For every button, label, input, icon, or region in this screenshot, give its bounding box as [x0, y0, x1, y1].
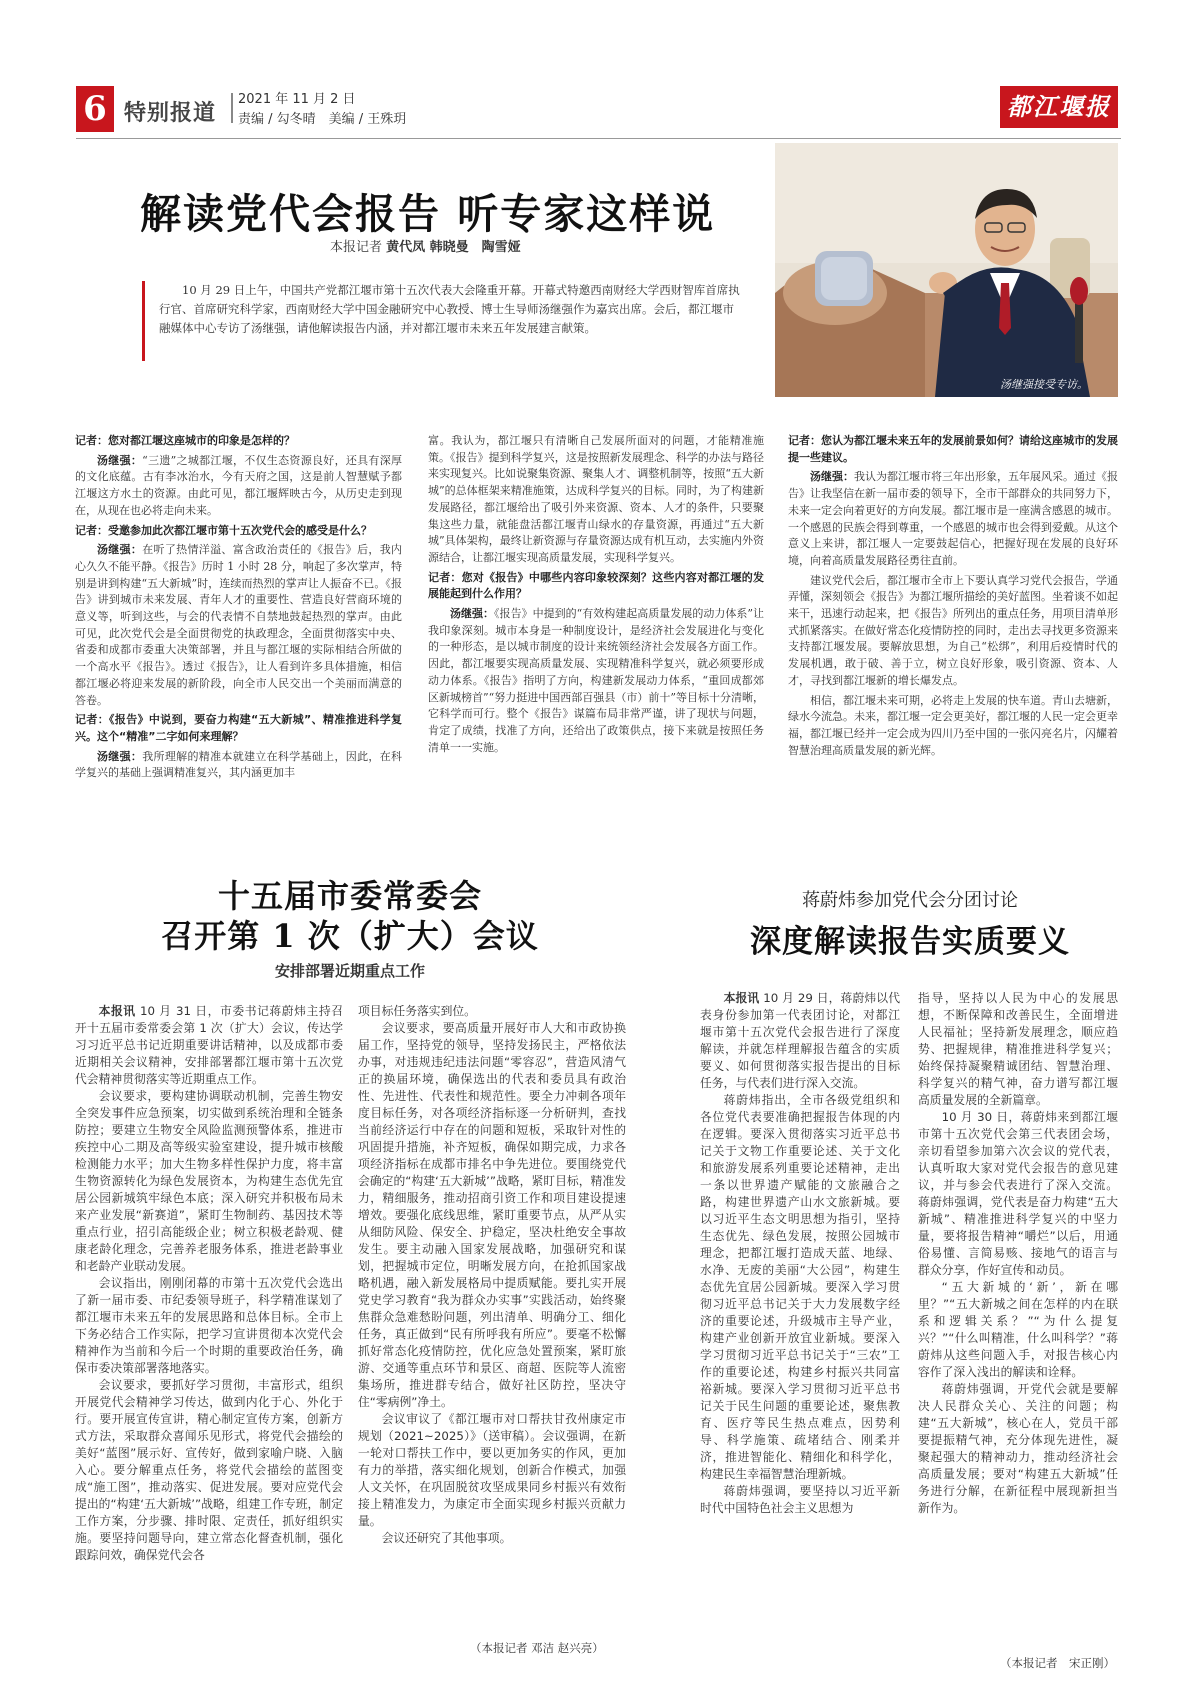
paragraph: 本报讯 10 月 31 日，市委书记蒋蔚炜主持召开十五届市委常委会第 1 次（扩大）会议，传达学习习近平总书记近期重要讲话精神，以及成都市委近期相关会议精神，安排部署都江堰市第十五次党代会精神贯彻落实等近期重点工作。: [75, 1004, 343, 1086]
feature-column-3: [788, 433, 1118, 823]
article2-signoff: （本报记者 邓洁 赵兴亮）: [470, 1641, 604, 1655]
answer: 汤继强：我认为都江堰市将三年出形象，五年展风采。通过《报告》让我坚信在新一届市委的领导下，全市干部群众的共同努力下，未来一定会向着更好的方向发展。都江堰市是一座满含感恩的城市。一个感恩的民族会得到尊重，一个感恩的城市也会得到爱戴。从这个意义上来讲，都江堰人一定要鼓起信心，把握好现在发展的良好环境，向着高质量发展路径勇往直前。: [788, 470, 1118, 567]
paragraph: 会议要求，要高质量开展好市人大和市政协换届工作，坚持党的领导，坚持发扬民主，严格依法办事，对违规违纪违法问题“零容忍”，营造风清气正的换届环境，确保选出的代表和委员具有政治性、先进性、代表性和规范性。要全力冲刺各项年度目标任务，对各项经济指标逐一分析研判，查找当前经济运行中存在的问题和短板，采取针对性的巩固提升措施，补齐短板，确保如期完成，力求各项经济指标在成都市排名中争先进位。要围绕党代会确定的“构建‘五大新城’”战略，紧盯目标，精准发力，精细服务，推动招商引资工作和项目建设提速增效。要强化底线思维，紧盯重要节点，从严从实从细防风险、保安全、护稳定，坚决杜绝安全事故发生。要主动融入国家发展战略，加强研究和谋划，把握城市定位，明晰发展方向，在抢抓国家战略机遇，融入新发展格局中提质赋能。要扎实开展党史学习教育“我为群众办实事”实践活动，始终聚焦群众急难愁盼问题，列出清单、明确分工、细化任务，真正做到“民有所呼我有所应”。要毫不松懈抓好常态化疫情防控，优化应急处置预案，紧盯旅游、交通等重点环节和景区、商超、医院等人流密集场所，推进群专结合，做好社区防控，坚决守住“零病例”净土。: [358, 1021, 626, 1409]
paragraph: 会议要求，要构建协调联动机制，完善生物安全突发事件应急预案，切实做到系统治理和全链条防控；要建立生物安全风险监测预警体系，推进市疾控中心二期及高等级实验室建设，提升城市核酸检测能力水平；加大生物多样性保护力度，将丰富生物资源转化为绿色发展资本，为构建生态优先宜居公园新城筑牢绿色本底；深入研究并积极布局未来产业发展“新赛道”，紧盯生物制药、基因技术等重点行业，招引高能级企业；树立积极老龄观、健康老龄化理念，完善养老服务体系，推进老龄事业和老龄产业联动发展。: [75, 1089, 343, 1273]
paragraph: 会议审议了《都江堰市对口帮扶甘孜州康定市规划（2021~2025）》（送审稿）。会议强调，在新一轮对口帮扶工作中，要以更加务实的作风，更加有力的举措，落实细化规划，创新合作模式，加强人文关怀，在巩固脱贫攻坚成果同乡村振兴有效衔接上精准发力，为康定市全面实现乡村振兴贡献力量。: [358, 1412, 626, 1528]
article3-headline: 深度解读报告实质要义: [750, 924, 1070, 960]
answer: 汤继强：我所理解的精准本就建立在科学基础上，因此，在科学复兴的基础上强调精准复兴，其内涵更加丰: [75, 749, 402, 780]
feature-headline: 解读党代会报告 听专家这样说: [140, 190, 716, 238]
editors-credit: 责编 / 勾冬晴 美编 / 王殊玥: [238, 112, 407, 127]
interview-photo: [775, 143, 1118, 397]
interview-photo-illustration: [775, 143, 1118, 397]
article3-kicker: 蒋蔚炜参加党代会分团讨论: [802, 890, 1018, 911]
article3-column-1: [700, 990, 900, 1670]
paragraph: 富。我认为，都江堰只有清晰自己发展所面对的问题，才能精准施策。《报告》提到科学复兴，这是按照新发展理念、科学的办法与路径来实现复兴。比如说聚集资源、聚集人才、调整机制等，按照“五大新城”的总体框架来精准施策，达成科学复兴的目标。同时，为了构建新发展路径，都江堰给出了吸引外来资源、资本、人才的条件，只要聚集这些力量，就能盘活都江堰青山绿水的存量资源，再通过“五大新城”具体架构，最终让新资源与存量资源达成有机互动，去实施内外资源结合，让都江堰实现高质量发展，实现科学复兴。: [428, 434, 764, 564]
header-rule: [76, 138, 1121, 139]
answer: 汤继强：在听了热情洋溢、富含政治责任的《报告》后，我内心久久不能平静。《报告》历时 1 小时 28 分，响起了多次掌声，特别是讲到构建“五大新城”时，连续而热烈的掌声让人振奋不已。《报告》讲到城市未来发展、青年人才的重要性、营造良好营商环境的意义等，听到这些，与会的代表情不自禁地鼓起热烈的掌声。由此可见，此次党代会是全面贯彻党的执政理念，全面贯彻落实中央、省委和成都市委重大决策部署，并且与都江堰的实际相结合所做的一个高水平《报告》。透过《报告》，让人看到许多具体措施，相信都江堰必将迎来发展的新阶段，向全市人民交出一个美丽而满意的答卷。: [75, 543, 402, 707]
page-number: 6: [76, 86, 114, 132]
paragraph: 建议党代会后，都江堰市全市上下要认真学习党代会报告，学通弄懂，深刻领会《报告》为都江堰所描绘的美好蓝图。坐着谈不如起来干，迅速行动起来，把《报告》所列出的重点任务，用项目清单形式抓紧落实。在做好常态化疫情防控的同时，走出去寻找更多资源来支持都江堰发展。要解放思想，为自己“松绑”，利用后疫情时代的发展机遇，敢于破、善于立，树立良好形象，吸引资源、资本、人才，寻找到都江堰新的增长爆发点。: [788, 573, 1118, 687]
article2-column-2: [358, 1003, 626, 1623]
paragraph: 项目标任务落实到位。: [358, 1004, 476, 1018]
article2-subheadline: 安排部署近期重点工作: [274, 962, 425, 980]
question: 记者：受邀参加此次都江堰市第十五次党代会的感受是什么？: [75, 523, 372, 537]
question: 记者：《报告》中说到，要奋力构建“五大新城”、精准推进科学复兴。这个“精准”二字如何来理解？: [75, 713, 402, 743]
paragraph: 指导，坚持以人民为中心的发展思想，不断保障和改善民生，全面增进人民福祉；坚持新发展理念，顺应趋势、把握规律，精准推进科学复兴；始终保持凝聚精诚团结、智慧治理、科学复兴的精气神，奋力谱写都江堰高质量发展的全新篇章。: [918, 991, 1118, 1107]
article2-headline-line2: 召开第 1 次（扩大）会议: [161, 917, 539, 955]
byline-prefix: 本报记者: [330, 240, 383, 255]
article2-headline: [140, 876, 560, 956]
paragraph: 会议指出，刚刚闭幕的市第十五次党代会选出了新一届市委、市纪委领导班子，科学精准谋划了都江堰市未来五年的发展思路和总体目标。全市上下务必结合工作实际，把学习宣讲贯彻本次党代会精神作为当前和今后一个时期的重要政治任务，确保市委决策部署落地落实。: [75, 1276, 343, 1375]
paragraph: 相信，都江堰未来可期，必将走上发展的快车道。青山去塘新，绿水今流急。未来，都江堰一定会更美好，都江堰的人民一定会更幸福，都江堰已经并一定会成为四川乃至中国的一张闪亮名片，闪耀着智慧治理高质量发展的新光辉。: [788, 693, 1118, 757]
header-divider: [231, 93, 233, 123]
newspaper-logo: 都江堰报: [1000, 86, 1118, 128]
paragraph: 会议还研究了其他事项。: [381, 1531, 512, 1545]
question: 记者：您对都江堰这座城市的印象是怎样的？: [75, 434, 295, 447]
paragraph: 10 月 30 日，蒋蔚炜来到都江堰市第十五次党代会第三代表团会场，亲切看望参加第六次会议的党代表，认真听取大家对党代会报告的意见建议，并与参会代表进行了深入交流。蒋蔚炜强调，党代表是奋力构建“五大新城”、精准推进科学复兴的中坚力量，要将报告精神“嚼烂”以后，用通俗易懂、言简易赅、接地气的语言与群众分享，作好宣传和动员。: [918, 1110, 1118, 1277]
paragraph: 本报讯 10 月 29 日，蒋蔚炜以代表身份参加第一代表团讨论，对都江堰市第十五次党代会报告进行了深度解读，并就怎样理解报告蕴含的实质要义、如何贯彻落实报告提出的目标任务，与代表们进行深入交流。: [700, 991, 900, 1090]
answer: 汤继强：《报告》中提到的“有效构建起高质量发展的动力体系”让我印象深刻。城市本身是一种制度设计，是经济社会发展进化与变化的一种形态，是以城市制度的设计来统领经济社会发展各方面工作。因此，都江堰要实现高质量发展、实现精准科学复兴，就必须要形成动力体系。《报告》指明了方向，构建新发展动力体系，“重回成都郊区新城榜首”“努力挺进中国西部百强县（市）前十”等目标十分清晰，它科学而可行。整个《报告》谋篇布局非常严谨，讲了现状与问题，肯定了成绩，找准了方向，还给出了政策供点，接下来就是按照任务清单一一实施。: [428, 607, 764, 754]
question: 记者：您认为都江堰未来五年的发展前景如何？请给这座城市的发展提一些建议。: [788, 434, 1118, 464]
article2-headline-line1: 十五届市委常委会: [217, 877, 482, 915]
photo-caption: 汤继强接受专访。: [1000, 378, 1088, 391]
article2-column-1: [75, 1003, 343, 1643]
paragraph: 蒋蔚炜强调，开党代会就是要解决人民群众关心、关注的问题；构建“五大新城”，核心在人，党员干部要提振精气神，充分体现先进性，凝聚起强大的精神动力，推动经济社会高质量发展；要对“构建五大新城”任务进行分解，在新征程中展现新担当新作为。: [918, 1382, 1118, 1515]
paragraph: 蒋蔚炜强调，要坚持以习近平新时代中国特色社会主义思想为: [700, 1484, 900, 1515]
section-title: 特别报道: [124, 101, 217, 126]
article3-column-2: [918, 990, 1118, 1640]
feature-column-2: [428, 433, 764, 823]
feature-column-1: [75, 433, 402, 823]
byline-names: 黄代凤 韩晓曼 陶雪娅: [386, 240, 521, 255]
feature-byline: [330, 236, 521, 255]
paragraph: 会议要求，要抓好学习贯彻，丰富形式，组织开展党代会精神学习传达，做到内化于心、外化于行。要开展宣传宣讲，精心制定宣传方案，创新方式方法，采取群众喜闻乐见形式，将党代会描绘的美好“蓝图”展示好、宣传好，做到家喻户晓、入脑入心。要分解重点任务，将党代会描绘的蓝图变成“施工图”，推动落实、促进发展。要对应党代会提出的“构建‘五大新城’”战略，组建工作专班，制定工作方案，分步骤、排时限、定责任，抓好组织实施。要坚持问题导向，建立常态化督查机制，强化跟踪问效，确保党代会各: [75, 1378, 343, 1562]
article3-signoff: （本报记者 宋正刚）: [1000, 1656, 1115, 1670]
feature-intro: 10 月 29 日上午，中国共产党都江堰市第十五次代表大会隆重开幕。开幕式特邀西南财经大学西财智库首席执行官、首席研究科学家，西南财经大学中国金融研究中心教授、博士生导师汤继强作为嘉宾出席。会后，都江堰市融媒体中心专访了汤继强，请他解读报告内涵，并对都江堰市未来五年发展建言献策。: [142, 281, 744, 361]
paragraph: 蒋蔚炜指出，全市各级党组织和各位党代表要准确把握报告体现的内在逻辑。要深入贯彻落实习近平总书记关于文物工作重要论述、关于文化和旅游发展系列重要论述精神，走出一条以世界遗产赋能的文旅融合之路，构建世界遗产山水文旅新城。要以习近平生态文明思想为指引，坚持生态优先、绿色发展，按照公园城市理念，把都江堰打造成天蓝、地绿、水净、无废的美丽“大公园”，构建生态优先宜居公园新城。要深入学习贯彻习近平总书记关于大力发展数字经济的重要论述，升级城市主导产业，构建产业创新开放宜业新城。要深入学习贯彻习近平总书记关于“三农”工作的重要论述，构建乡村振兴共同富裕新城。要深入学习贯彻习近平总书记关于民生问题的重要论述，聚焦教育、医疗等民生热点难点，因势利导、科学施策、疏堵结合、刚柔并济，推进智能化、精细化和科学化，构建民生幸福智慧治理新城。: [700, 1093, 900, 1481]
paragraph: “五大新城的‘新’，新在哪里？”“五大新城之间在怎样的内在联系和逻辑关系？”“为什么提复兴？”“什么叫精准，什么叫科学？”蒋蔚炜从这些问题入手，对报告核心内容作了深入浅出的解读和诠释。: [918, 1280, 1118, 1379]
issue-date: 2021 年 11 月 2 日: [238, 92, 356, 107]
answer: 汤继强：“三遗”之城都江堰，不仅生态资源良好，还具有深厚的文化底蕴。古有李冰治水，今有天府之国，这是前人智慧赋予都江堰这方水土的资源。由此可见，都江堰辉映古今，从历史走到现在，从现在也必将走向未来。: [75, 453, 402, 517]
question: 记者：您对《报告》中哪些内容印象较深刻？这些内容对都江堰的发展能起到什么作用？: [428, 570, 764, 601]
